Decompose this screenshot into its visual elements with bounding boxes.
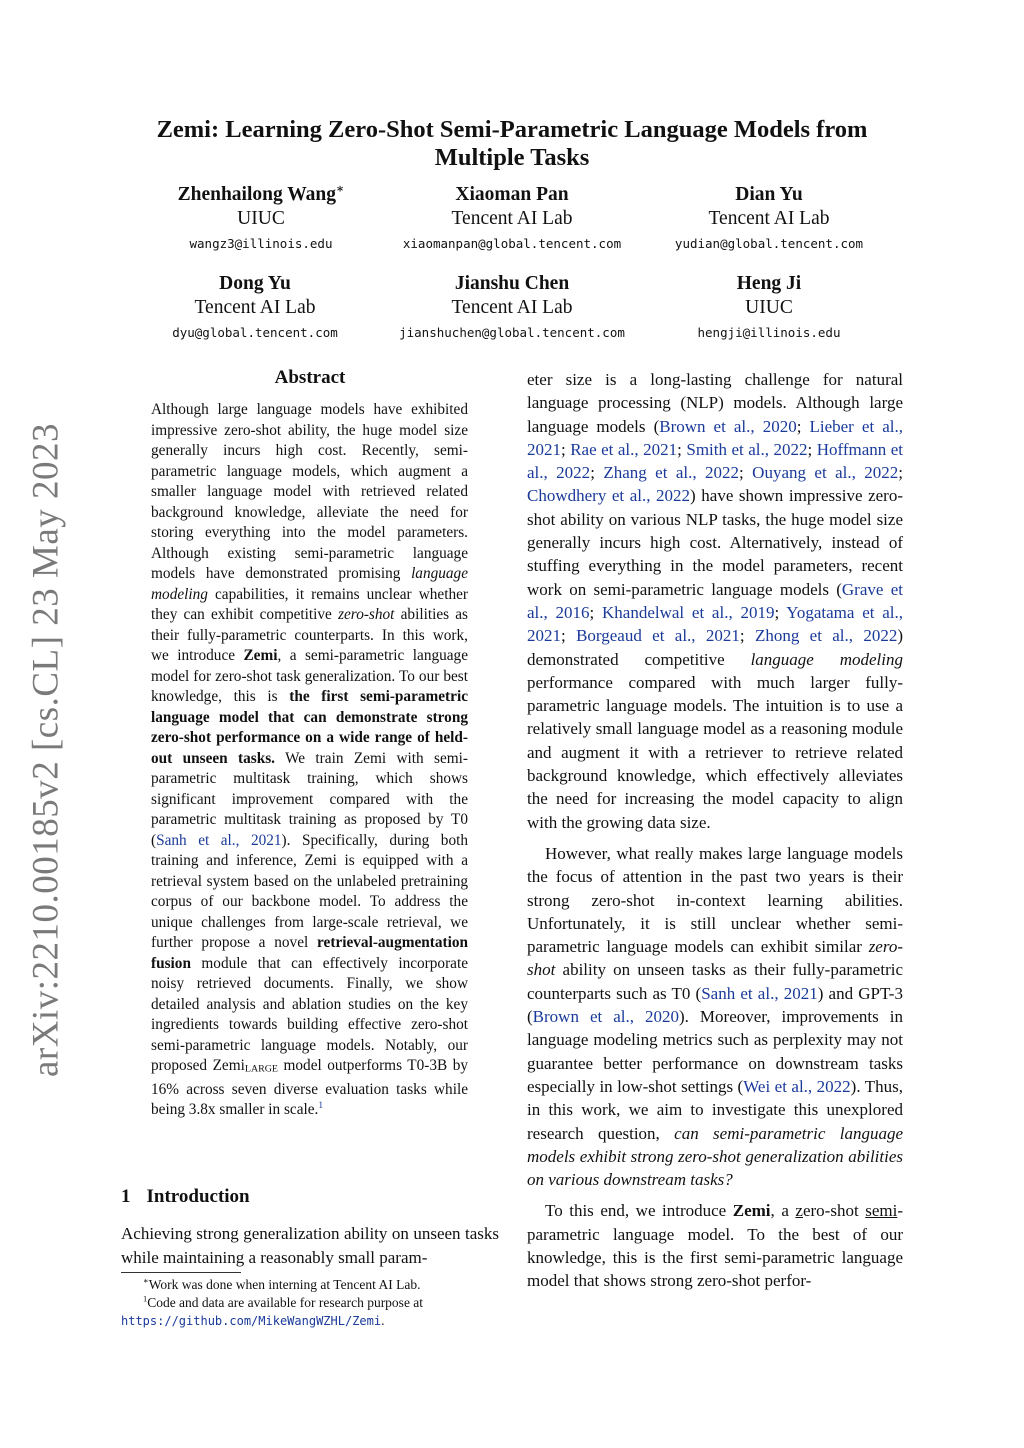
footnote-divider [121, 1272, 241, 1273]
author-email[interactable]: xiaomanpan@global.tencent.com [402, 236, 622, 251]
citation-link[interactable]: Sanh et al., 2021 [701, 983, 818, 1003]
author-name: Dian Yu [735, 184, 803, 205]
footnote: ∗Work was done when interning at Tencent AI Lab. [143, 1276, 421, 1292]
author-email[interactable]: wangz3@illinois.edu [189, 236, 333, 251]
author-affiliation: UIUC [745, 297, 793, 318]
author-email[interactable]: yudian@global.tencent.com [674, 236, 864, 251]
section-heading-introduction: 1 Introduction [121, 1186, 250, 1207]
footnote-ref[interactable]: 1 [318, 1101, 324, 1112]
author-affiliation: Tencent AI Lab [451, 208, 573, 229]
author-email[interactable]: jianshuchen@global.tencent.com [399, 325, 625, 340]
citation-link[interactable]: Sanh et al., 2021 [156, 831, 282, 849]
citation-link[interactable]: Borgeaud et al., 2021 [576, 626, 740, 646]
citation-link[interactable]: Rae et al., 2021 [570, 439, 678, 459]
arxiv-sidebar-stamp: arXiv:2210.00185v2 [cs.CL] 23 May 2023 [25, 422, 67, 1078]
introduction-text-left: Achieving strong generalization ability on unseen tasks while maintaining a reasonably small param- [121, 1224, 499, 1267]
citation-link[interactable]: Yogatama et al., 2021 [527, 602, 903, 646]
code-url-link[interactable]: https://github.com/MikeWangWZHL/Zemi [121, 1314, 382, 1328]
author-block [619, 183, 919, 255]
citation-link[interactable]: Lieber et al., 2021 [527, 416, 903, 459]
author-block [105, 272, 405, 344]
citation-link[interactable]: Grave et al., 2016 [527, 579, 903, 622]
citation-link[interactable]: Chowdhery et al., 2022 [527, 486, 691, 506]
author-name: Heng Ji [736, 273, 802, 294]
author-affiliation: Tencent AI Lab [194, 297, 316, 318]
introduction-text-right [527, 368, 903, 1293]
citation-link[interactable]: Hoffmann et al., 2022 [527, 439, 903, 483]
footnote: $^1$Code and data are available for research purpose at https://github.com/MikeWangWZHL/Zemi. [121, 1294, 424, 1328]
abstract-heading: Abstract [274, 367, 346, 388]
citation-link[interactable]: Wei et al., 2022 [743, 1076, 851, 1096]
author-affiliation: UIUC [237, 208, 285, 229]
citation-link[interactable]: Ouyang et al., 2022 [752, 463, 899, 483]
author-block [619, 272, 919, 344]
paragraph: However, what really makes large language models the focus of attention in the past two years is their strong zero-shot in-context learning abilities. Unfortunately, it is still unclear whether semi-parametric language models can exhibit similar zero-shot ability on unseen tasks as their fully-parametric counterparts such as T0 (Sanh et al., 2021) and GPT-3 (Brown et al., 2020). Moreover, improvements in language modeling metrics such as perplexity may not guarantee better performance on downstream tasks especially in low-shot settings (Wei et al., 2022). Thus, in this work, we aim to investigate this unexplored research question, can semi-parametric language models exhibit strong zero-shot generalization abilities on various downstream tasks? [527, 843, 904, 1190]
citation-link[interactable]: Zhang et al., 2022 [603, 463, 740, 483]
author-block [362, 183, 662, 255]
citation-link[interactable]: Zhong et al., 2022 [754, 626, 898, 646]
citation-link[interactable]: Khandelwal et al., 2019 [602, 602, 775, 622]
author-affiliation: Tencent AI Lab [451, 297, 573, 318]
author-name: Jianshu Chen [454, 273, 570, 294]
citation-link[interactable]: Brown et al., 2020 [659, 416, 797, 436]
footnotes [121, 1276, 501, 1330]
author-name: Dong Yu [219, 273, 291, 294]
citation-link[interactable]: Smith et al., 2022 [686, 439, 808, 459]
citation-link[interactable]: Brown et al., 2020 [532, 1007, 679, 1027]
author-name: Zhenhailong Wang∗ [177, 181, 345, 205]
author-block [362, 272, 662, 344]
paragraph: To this end, we introduce Zemi, a zero-shot semi-parametric language model. To the best of our knowledge, this is the first semi-parametric language model that shows strong zero-shot perfor- [527, 1201, 903, 1291]
abstract-body: Although large language models have exhibited impressive zero-shot ability, the huge model size generally incurs high cost. Recently, semi-parametric language models, which augment a smaller language model with retrieved related background knowledge, alleviate the need for storing everything into the model parameters. Although existing semi-parametric language models have demonstrated promising language modeling capabilities, it remains unclear whether they can exhibit competitive zero-shot abilities as their fully-parametric counterparts. In this work, we introduce Zemi, a semi-parametric language model for zero-shot task generalization. To our best knowledge, this is the first semi-parametric language model that can demonstrate strong zero-shot performance on a wide range of held-out unseen tasks. We train Zemi with semi-parametric multitask training, which shows significant improvement compared with the parametric multitask training as proposed by T0 (Sanh et al., 2021). Specifically, during both training and inference, Zemi is equipped with a retrieval system based on the unlabeled pretraining corpus of our backbone model. To address the unique challenges from large-scale retrieval, we further propose a novel retrieval-augmentation fusion module that can effectively incorporate noisy retrieved documents. Finally, we show detailed analysis and ablation studies on the key ingredients towards building effective zero-shot semi-parametric language models. Notably, our proposed ZemiLARGE model outperforms T0-3B by 16% across seven diverse evaluation tasks while being 3.8x smaller in scale.$^1$ [151, 401, 469, 1119]
author-name: Xiaoman Pan [455, 184, 569, 205]
paper-title: Zemi: Learning Zero-Shot Semi-Parametric Language Models from Multiple Tasks [156, 116, 868, 171]
author-affiliation: Tencent AI Lab [708, 208, 830, 229]
author-email[interactable]: hengji@illinois.edu [697, 325, 841, 340]
author-email[interactable]: dyu@global.tencent.com [172, 325, 338, 340]
paragraph: eter size is a long-lasting challenge for natural language processing (NLP) models. Although large language models (Brown et al., 2020; Lieber et al., 2021; Rae et al., 2021; Smith et al., 2022; Hoffmann et al., 2022; Zhang et al., 2022; Ouyang et al., 2022; Chowdhery et al., 2022) have shown impressive zero-shot ability on various NLP tasks, the huge model size generally incurs high cost. Alternatively, instead of stuffing everything in the model parameters, recent work on semi-parametric language models (Grave et al., 2016; Khandelwal et al., 2019; Yogatama et al., 2021; Borgeaud et al., 2021; Zhong et al., 2022) demonstrated competitive language modeling performance compared with much larger fully-parametric language models. The intuition is to use a relatively small language model as a reasoning module and augment it with a retriever to retrieve related background knowledge, which effectively alleviates the need for increasing the model capacity to align with the growing data size. [527, 370, 904, 832]
